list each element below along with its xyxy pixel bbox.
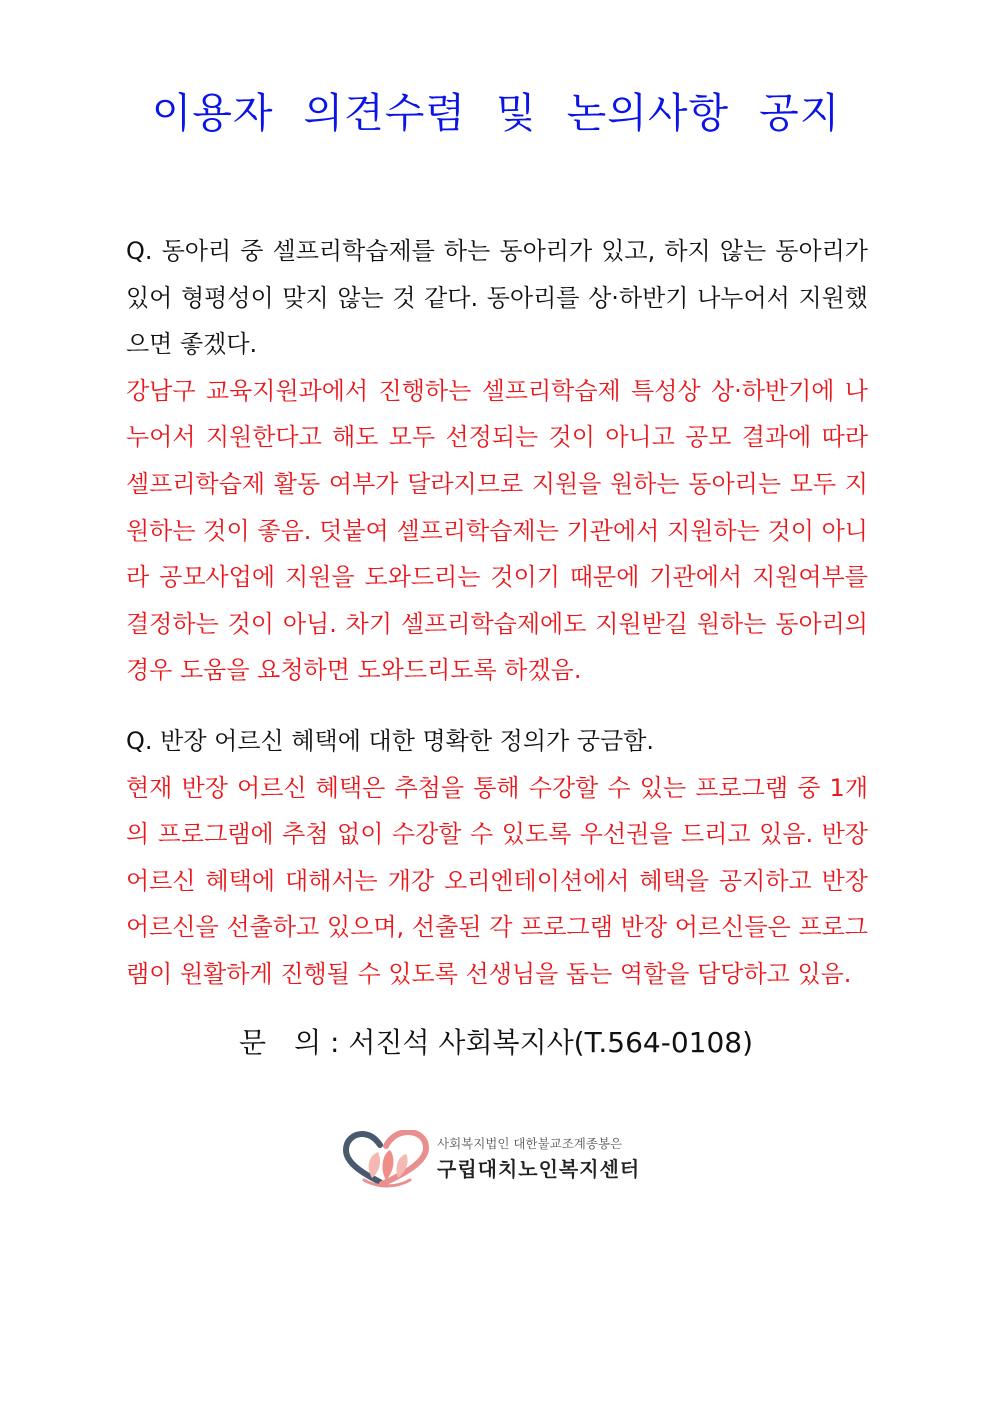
- contact-separator: :: [330, 1026, 340, 1059]
- question-text: Q. 반장 어르신 혜택에 대한 명확한 정의가 궁금함.: [126, 727, 655, 755]
- contact-line: [0, 1020, 992, 1066]
- answer-text: 강남구 교육지원과에서 진행하는 셀프리학습제 특성상 상·하반기에 나누어서 지원한다고 해도 모두 선정되는 것이 아니고 공모 결과에 따라 셀프리학습제 활동 여부가 달라지므로 지원을 원하는 동아리는 모두 지원하는 것이 좋음. 덧붙여 셀프리학습제는 기관에서 지원하는 것이 아니라 공모사업에 지원을 도와드리는 것이기 때문에 기관에서 지원여부를 결정하는 것이 아님. 차기 셀프리학습제에도 지원받길 원하는 동아리의 경우 도움을 요청하면 도와드리도록 하겠음.: [126, 376, 868, 685]
- contact-label-1: 문: [239, 1026, 267, 1059]
- heart-logo-icon: [342, 1130, 430, 1188]
- logo-subtitle: 사회복지법인 대한불교조계종봉은: [437, 1136, 623, 1151]
- question-text: Q. 동아리 중 셀프리학습제를 하는 동아리가 있고, 하지 않는 동아리가 있어 형평성이 맞지 않는 것 같다. 동아리를 상·하반기 나누어서 지원했으면 좋겠다.: [126, 237, 868, 359]
- qa-item-2: [126, 718, 868, 998]
- contact-person: 서진석 사회복지사(T.564-0108): [348, 1026, 753, 1059]
- logo-name: 구립대치노인복지센터: [437, 1157, 641, 1181]
- contact-label-2: 의: [294, 1026, 322, 1059]
- organization-logo: [342, 1128, 662, 1192]
- page-title: 이용자 의견수렴 및 논의사항 공지: [151, 89, 841, 137]
- qa-item-1: [126, 228, 868, 694]
- answer-text: 현재 반장 어르신 혜택은 추첨을 통해 수강할 수 있는 프로그램 중 1개의 프로그램에 추첨 없이 수강할 수 있도록 우선권을 드리고 있음. 반장 어르신 혜택에 대해서는 개강 오리엔테이션에서 혜택을 공지하고 반장 어르신을 선출하고 있으며, 선출된 각 프로그램 반장 어르신들은 프로그램이 원활하게 진행될 수 있도록 선생님을 돕는 역할을 담당하고 있음.: [126, 773, 868, 988]
